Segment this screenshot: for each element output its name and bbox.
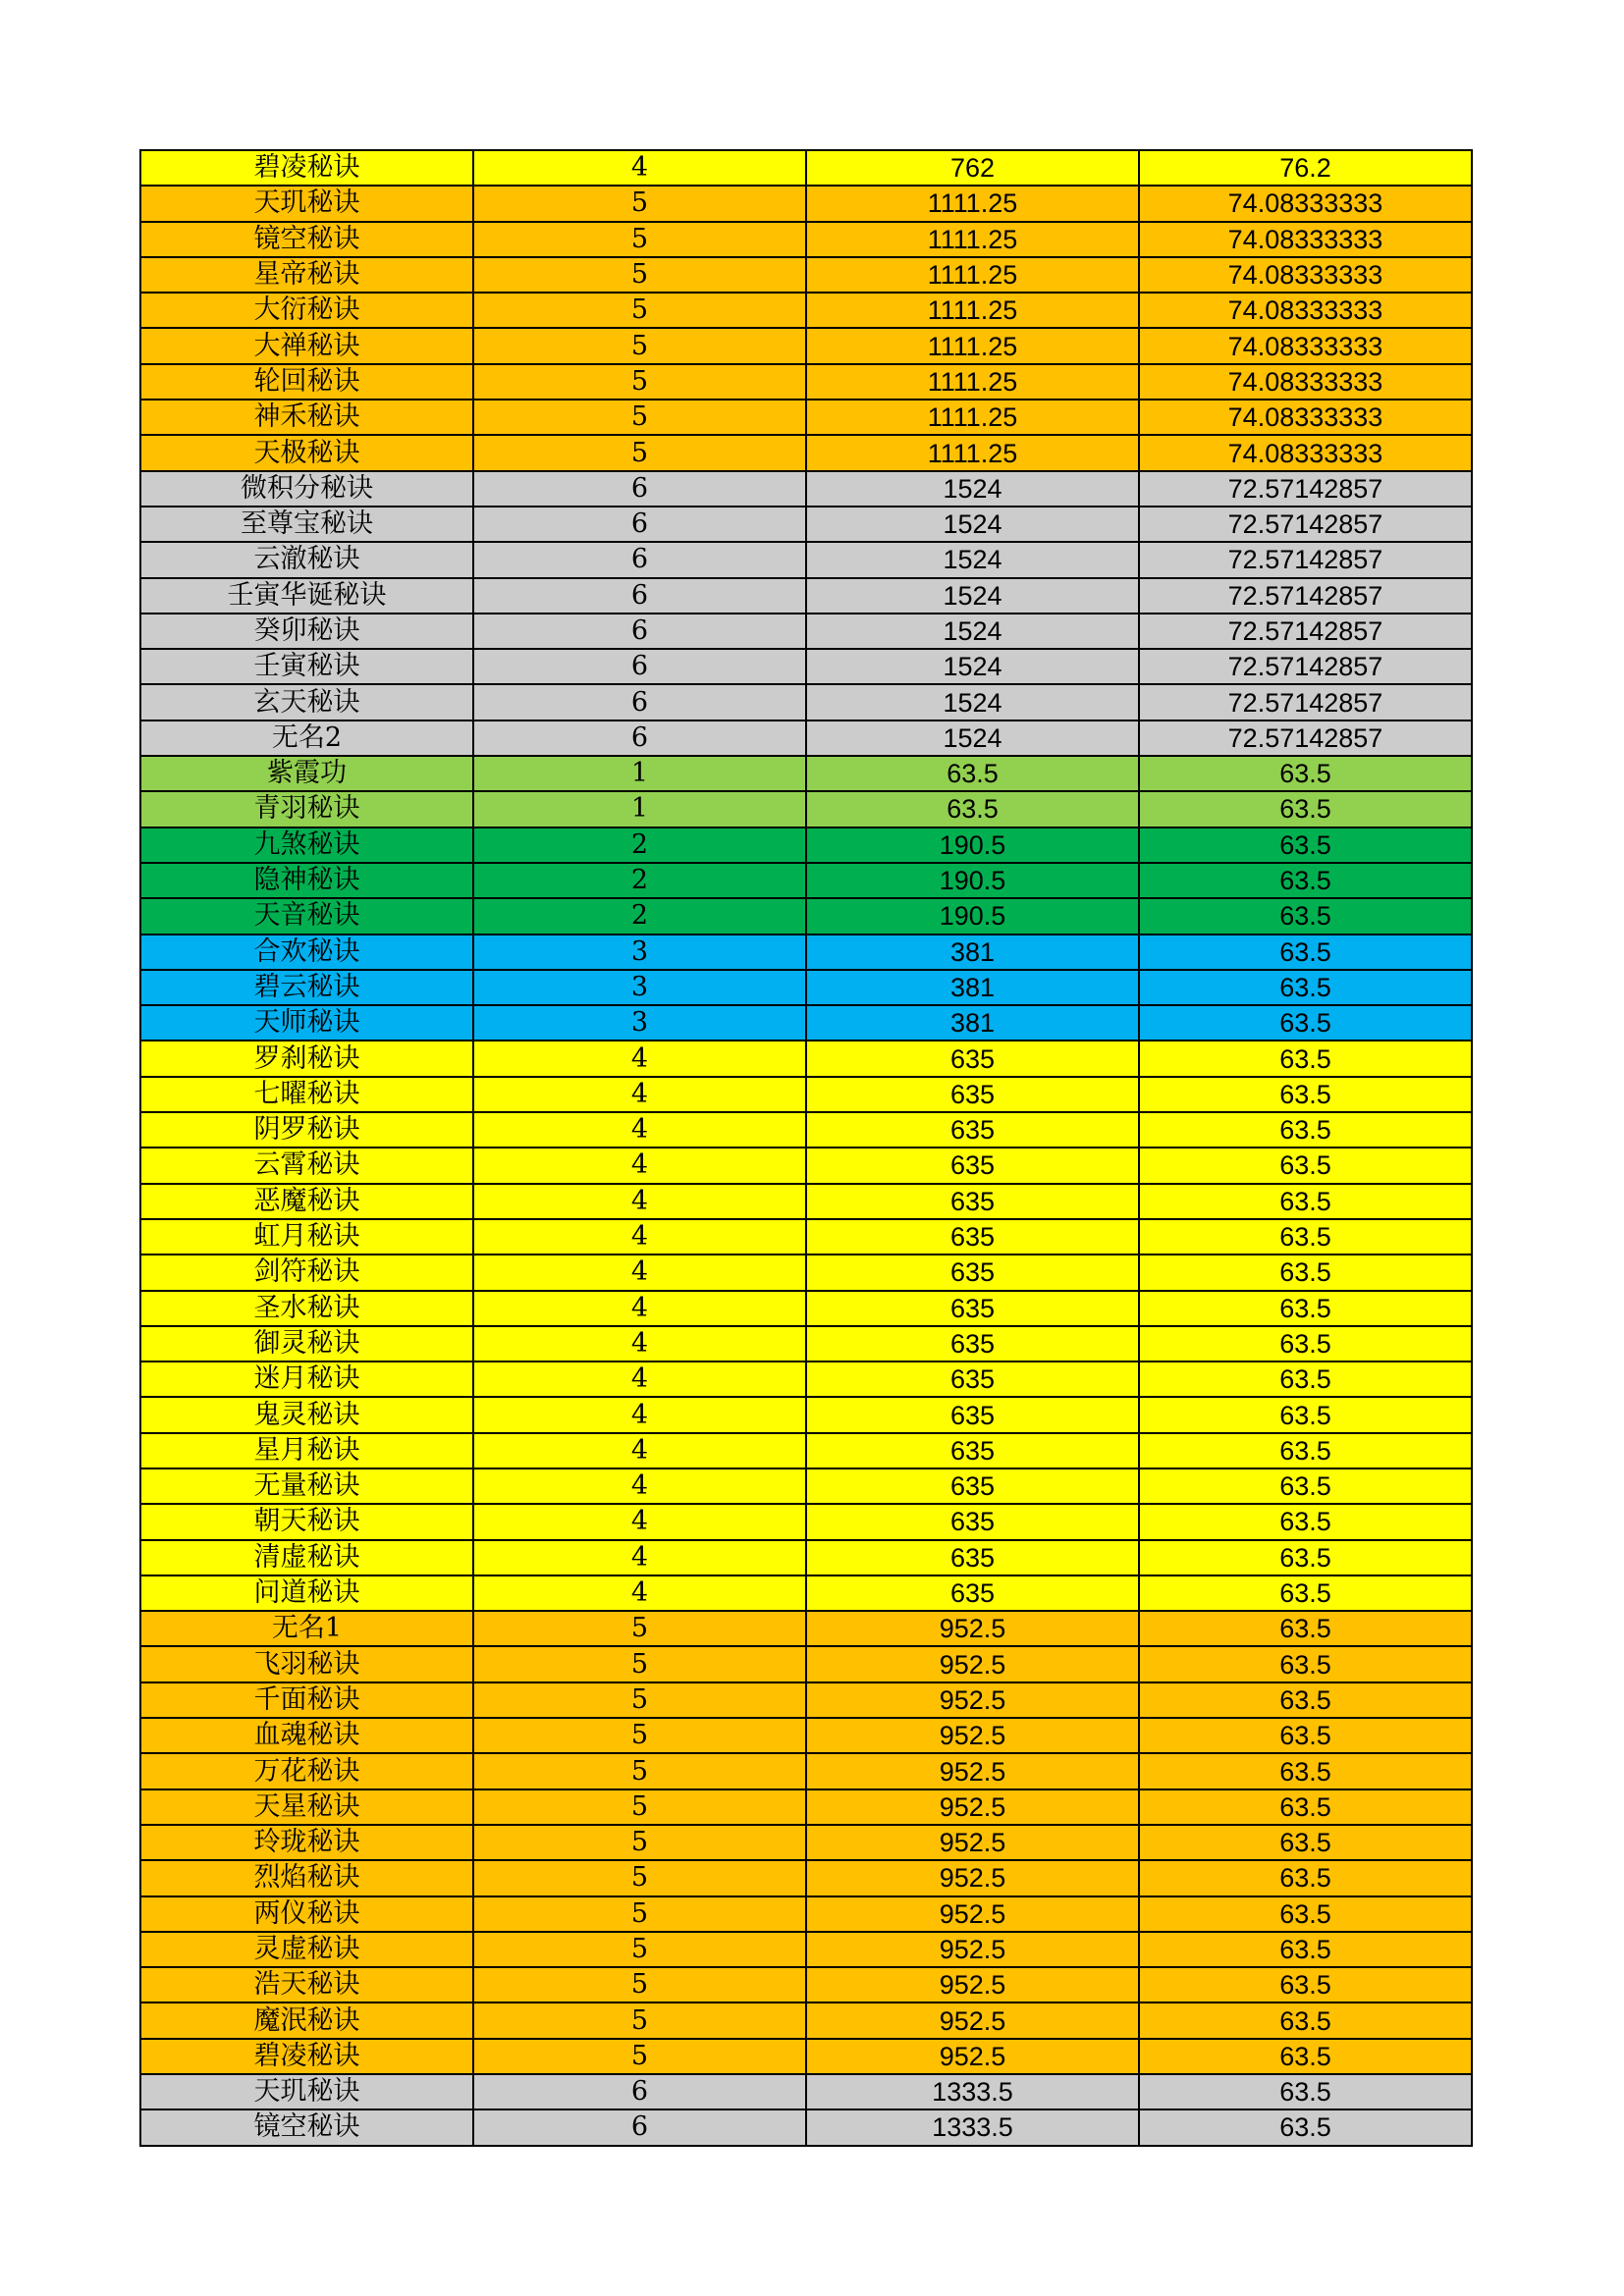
cell-level[interactable]: 3: [473, 934, 806, 970]
cell-total[interactable]: 1111.25: [806, 257, 1139, 293]
cell-name[interactable]: 阴罗秘诀: [140, 1112, 473, 1148]
cell-level[interactable]: 6: [473, 542, 806, 577]
cell-name[interactable]: 神禾秘诀: [140, 400, 473, 435]
cell-name[interactable]: 天音秘诀: [140, 898, 473, 934]
cell-average[interactable]: 63.5: [1139, 756, 1472, 791]
cell-total[interactable]: 1111.25: [806, 435, 1139, 470]
cell-name[interactable]: 七曜秘诀: [140, 1077, 473, 1112]
table-row: [140, 364, 1472, 400]
cell-total[interactable]: 952.5: [806, 1896, 1139, 1932]
cell-total[interactable]: 190.5: [806, 828, 1139, 863]
cell-name[interactable]: 圣水秘诀: [140, 1291, 473, 1326]
cell-name[interactable]: 青羽秘诀: [140, 791, 473, 827]
cell-name[interactable]: 微积分秘诀: [140, 471, 473, 507]
cell-total[interactable]: 1111.25: [806, 186, 1139, 221]
table-row: [140, 1468, 1472, 1504]
cell-average[interactable]: 63.5: [1139, 2074, 1472, 2109]
cell-level[interactable]: 5: [473, 328, 806, 363]
cell-name[interactable]: 无名1: [140, 1611, 473, 1646]
cell-level[interactable]: 5: [473, 1646, 806, 1682]
cell-name[interactable]: 清虚秘诀: [140, 1540, 473, 1575]
table-row: [140, 400, 1472, 435]
cell-name[interactable]: 大衍秘诀: [140, 293, 473, 328]
cell-name[interactable]: 无量秘诀: [140, 1468, 473, 1504]
cell-level[interactable]: 3: [473, 970, 806, 1005]
cell-total[interactable]: 635: [806, 1148, 1139, 1183]
table-row: [140, 542, 1472, 577]
table-row: [140, 1611, 1472, 1646]
cell-average[interactable]: 74.08333333: [1139, 328, 1472, 363]
cell-name[interactable]: 壬寅秘诀: [140, 649, 473, 684]
table-row: [140, 150, 1472, 186]
cell-average[interactable]: 63.5: [1139, 1041, 1472, 1076]
cell-name[interactable]: 玄天秘诀: [140, 684, 473, 720]
cell-total[interactable]: 1111.25: [806, 364, 1139, 400]
cell-name[interactable]: 天星秘诀: [140, 1789, 473, 1825]
table-row: [140, 1718, 1472, 1753]
cell-level[interactable]: 4: [473, 150, 806, 186]
cell-level[interactable]: 2: [473, 828, 806, 863]
cell-name[interactable]: 朝天秘诀: [140, 1504, 473, 1539]
cell-name[interactable]: 壬寅华诞秘诀: [140, 578, 473, 614]
cell-average[interactable]: 63.5: [1139, 828, 1472, 863]
cell-total[interactable]: 952.5: [806, 1718, 1139, 1753]
table-row: [140, 1896, 1472, 1932]
table-body: [140, 150, 1472, 2146]
cell-level[interactable]: 6: [473, 2109, 806, 2145]
cell-average[interactable]: 63.5: [1139, 1433, 1472, 1468]
table-row: [140, 1825, 1472, 1860]
cell-name[interactable]: 碧云秘诀: [140, 970, 473, 1005]
cell-name[interactable]: 灵虚秘诀: [140, 1932, 473, 1967]
cell-level[interactable]: 5: [473, 364, 806, 400]
cell-average[interactable]: 74.08333333: [1139, 435, 1472, 470]
cell-average[interactable]: 63.5: [1139, 1575, 1472, 1611]
cell-level[interactable]: 4: [473, 1468, 806, 1504]
cell-level[interactable]: 5: [473, 1718, 806, 1753]
cell-total[interactable]: 635: [806, 1041, 1139, 1076]
cell-total[interactable]: 952.5: [806, 1646, 1139, 1682]
cell-average[interactable]: 63.5: [1139, 2039, 1472, 2074]
cell-average[interactable]: 63.5: [1139, 1005, 1472, 1041]
cell-total[interactable]: 63.5: [806, 756, 1139, 791]
cell-average[interactable]: 74.08333333: [1139, 186, 1472, 221]
table-row: [140, 507, 1472, 542]
cell-name[interactable]: 虹月秘诀: [140, 1219, 473, 1255]
cell-average[interactable]: 74.08333333: [1139, 222, 1472, 257]
cell-name[interactable]: 九煞秘诀: [140, 828, 473, 863]
table-row: [140, 1433, 1472, 1468]
cell-level[interactable]: 5: [473, 1682, 806, 1718]
cell-name[interactable]: 隐神秘诀: [140, 863, 473, 898]
cell-average[interactable]: 63.5: [1139, 1540, 1472, 1575]
table-row: [140, 1932, 1472, 1967]
cell-level[interactable]: 1: [473, 756, 806, 791]
cell-average[interactable]: 63.5: [1139, 1397, 1472, 1432]
cell-average[interactable]: 63.5: [1139, 1219, 1472, 1255]
cell-average[interactable]: 63.5: [1139, 1468, 1472, 1504]
table-row: [140, 1184, 1472, 1219]
cell-average[interactable]: 63.5: [1139, 1718, 1472, 1753]
cell-level[interactable]: 5: [473, 435, 806, 470]
table-row: [140, 1397, 1472, 1432]
cell-total[interactable]: 1524: [806, 614, 1139, 649]
cell-name[interactable]: 御灵秘诀: [140, 1326, 473, 1362]
cell-level[interactable]: 4: [473, 1362, 806, 1397]
cell-average[interactable]: 63.5: [1139, 970, 1472, 1005]
table-row: [140, 2002, 1472, 2038]
cell-level[interactable]: 6: [473, 721, 806, 756]
cell-average[interactable]: 74.08333333: [1139, 364, 1472, 400]
table-row: [140, 1077, 1472, 1112]
cell-total[interactable]: 381: [806, 970, 1139, 1005]
cell-level[interactable]: 4: [473, 1041, 806, 1076]
cell-name[interactable]: 镜空秘诀: [140, 222, 473, 257]
cell-average[interactable]: 63.5: [1139, 1255, 1472, 1290]
cell-level[interactable]: 4: [473, 1112, 806, 1148]
cell-total[interactable]: 1524: [806, 542, 1139, 577]
table-row: [140, 1362, 1472, 1397]
table-row: [140, 614, 1472, 649]
cell-total[interactable]: 952.5: [806, 2039, 1139, 2074]
cell-average[interactable]: 72.57142857: [1139, 614, 1472, 649]
table-row: [140, 1219, 1472, 1255]
cell-total[interactable]: 635: [806, 1397, 1139, 1432]
table-row: [140, 791, 1472, 827]
cell-total[interactable]: 635: [806, 1362, 1139, 1397]
cell-name[interactable]: 烈焰秘诀: [140, 1860, 473, 1896]
cell-total[interactable]: 1524: [806, 578, 1139, 614]
cell-level[interactable]: 6: [473, 684, 806, 720]
cell-name[interactable]: 魔泯秘诀: [140, 2002, 473, 2038]
cell-name[interactable]: 恶魔秘诀: [140, 1184, 473, 1219]
table-row: [140, 1291, 1472, 1326]
cell-level[interactable]: 5: [473, 1932, 806, 1967]
cell-average[interactable]: 63.5: [1139, 1148, 1472, 1183]
cell-name[interactable]: 飞羽秘诀: [140, 1646, 473, 1682]
cell-name[interactable]: 万花秘诀: [140, 1753, 473, 1789]
cell-total[interactable]: 635: [806, 1540, 1139, 1575]
cell-name[interactable]: 两仪秘诀: [140, 1896, 473, 1932]
cell-average[interactable]: 63.5: [1139, 1753, 1472, 1789]
data-table: [139, 149, 1473, 2147]
cell-level[interactable]: 4: [473, 1291, 806, 1326]
cell-total[interactable]: 190.5: [806, 863, 1139, 898]
cell-total[interactable]: 952.5: [806, 1932, 1139, 1967]
table-row: [140, 1646, 1472, 1682]
cell-level[interactable]: 5: [473, 1825, 806, 1860]
cell-average[interactable]: 74.08333333: [1139, 257, 1472, 293]
cell-level[interactable]: 6: [473, 578, 806, 614]
table-row: [140, 186, 1472, 221]
cell-level[interactable]: 2: [473, 863, 806, 898]
cell-average[interactable]: 63.5: [1139, 1184, 1472, 1219]
cell-name[interactable]: 剑符秘诀: [140, 1255, 473, 1290]
cell-level[interactable]: 5: [473, 257, 806, 293]
cell-total[interactable]: 381: [806, 1005, 1139, 1041]
cell-level[interactable]: 5: [473, 1611, 806, 1646]
table-row: [140, 1326, 1472, 1362]
table-row: [140, 328, 1472, 363]
cell-name[interactable]: 轮回秘诀: [140, 364, 473, 400]
table-row: [140, 863, 1472, 898]
table-row: [140, 471, 1472, 507]
cell-average[interactable]: 63.5: [1139, 1112, 1472, 1148]
cell-level[interactable]: 5: [473, 1967, 806, 2002]
cell-average[interactable]: 74.08333333: [1139, 293, 1472, 328]
cell-level[interactable]: 6: [473, 471, 806, 507]
table-row: [140, 1005, 1472, 1041]
cell-average[interactable]: 63.5: [1139, 898, 1472, 934]
cell-total[interactable]: 1524: [806, 507, 1139, 542]
cell-total[interactable]: 635: [806, 1433, 1139, 1468]
cell-name[interactable]: 星帝秘诀: [140, 257, 473, 293]
table-row: [140, 756, 1472, 791]
cell-name[interactable]: 大禅秘诀: [140, 328, 473, 363]
cell-total[interactable]: 635: [806, 1219, 1139, 1255]
cell-level[interactable]: 4: [473, 1433, 806, 1468]
table-row: [140, 222, 1472, 257]
cell-average[interactable]: 63.5: [1139, 2002, 1472, 2038]
table-row: [140, 649, 1472, 684]
cell-average[interactable]: 72.57142857: [1139, 721, 1472, 756]
cell-total[interactable]: 952.5: [806, 2002, 1139, 2038]
cell-average[interactable]: 63.5: [1139, 1825, 1472, 1860]
cell-level[interactable]: 5: [473, 1753, 806, 1789]
cell-total[interactable]: 762: [806, 150, 1139, 186]
cell-name[interactable]: 迷月秘诀: [140, 1362, 473, 1397]
cell-name[interactable]: 天玑秘诀: [140, 186, 473, 221]
cell-total[interactable]: 1333.5: [806, 2074, 1139, 2109]
cell-total[interactable]: 952.5: [806, 1682, 1139, 1718]
cell-name[interactable]: 云澈秘诀: [140, 542, 473, 577]
cell-average[interactable]: 63.5: [1139, 1077, 1472, 1112]
cell-level[interactable]: 5: [473, 2039, 806, 2074]
table-row: [140, 2109, 1472, 2145]
table-row: [140, 721, 1472, 756]
cell-level[interactable]: 6: [473, 614, 806, 649]
cell-total[interactable]: 952.5: [806, 1825, 1139, 1860]
cell-average[interactable]: 63.5: [1139, 2109, 1472, 2145]
cell-level[interactable]: 5: [473, 1860, 806, 1896]
cell-name[interactable]: 至尊宝秘诀: [140, 507, 473, 542]
cell-level[interactable]: 4: [473, 1504, 806, 1539]
cell-level[interactable]: 4: [473, 1184, 806, 1219]
cell-total[interactable]: 635: [806, 1575, 1139, 1611]
table-row: [140, 898, 1472, 934]
table-row: [140, 1504, 1472, 1539]
table-row: [140, 435, 1472, 470]
cell-total[interactable]: 381: [806, 934, 1139, 970]
cell-level[interactable]: 6: [473, 507, 806, 542]
cell-total[interactable]: 190.5: [806, 898, 1139, 934]
cell-name[interactable]: 天师秘诀: [140, 1005, 473, 1041]
cell-average[interactable]: 72.57142857: [1139, 649, 1472, 684]
cell-name[interactable]: 天极秘诀: [140, 435, 473, 470]
cell-level[interactable]: 4: [473, 1397, 806, 1432]
cell-total[interactable]: 952.5: [806, 1860, 1139, 1896]
cell-average[interactable]: 63.5: [1139, 1932, 1472, 1967]
cell-name[interactable]: 玲珑秘诀: [140, 1825, 473, 1860]
table-row: [140, 1575, 1472, 1611]
cell-name[interactable]: 无名2: [140, 721, 473, 756]
cell-average[interactable]: 72.57142857: [1139, 578, 1472, 614]
cell-name[interactable]: 浩天秘诀: [140, 1967, 473, 2002]
cell-level[interactable]: 6: [473, 649, 806, 684]
cell-total[interactable]: 635: [806, 1468, 1139, 1504]
cell-name[interactable]: 镜空秘诀: [140, 2109, 473, 2145]
cell-level[interactable]: 5: [473, 222, 806, 257]
cell-level[interactable]: 5: [473, 1896, 806, 1932]
cell-average[interactable]: 63.5: [1139, 1362, 1472, 1397]
cell-level[interactable]: 4: [473, 1575, 806, 1611]
cell-average[interactable]: 72.57142857: [1139, 542, 1472, 577]
cell-total[interactable]: 1111.25: [806, 222, 1139, 257]
cell-name[interactable]: 星月秘诀: [140, 1433, 473, 1468]
cell-total[interactable]: 635: [806, 1504, 1139, 1539]
cell-level[interactable]: 3: [473, 1005, 806, 1041]
cell-total[interactable]: 635: [806, 1255, 1139, 1290]
cell-level[interactable]: 5: [473, 186, 806, 221]
cell-name[interactable]: 癸卯秘诀: [140, 614, 473, 649]
table-row: [140, 1967, 1472, 2002]
table-row: [140, 828, 1472, 863]
cell-name[interactable]: 鬼灵秘诀: [140, 1397, 473, 1432]
cell-total[interactable]: 635: [806, 1326, 1139, 1362]
cell-average[interactable]: 63.5: [1139, 1326, 1472, 1362]
cell-total[interactable]: 952.5: [806, 1753, 1139, 1789]
cell-level[interactable]: 5: [473, 1789, 806, 1825]
cell-total[interactable]: 63.5: [806, 791, 1139, 827]
table-row: [140, 1148, 1472, 1183]
table-row: [140, 257, 1472, 293]
table-row: [140, 934, 1472, 970]
table-row: [140, 1860, 1472, 1896]
cell-average[interactable]: 63.5: [1139, 1789, 1472, 1825]
cell-name[interactable]: 紫霞功: [140, 756, 473, 791]
table-row: [140, 1112, 1472, 1148]
cell-average[interactable]: 63.5: [1139, 1860, 1472, 1896]
cell-average[interactable]: 63.5: [1139, 1611, 1472, 1646]
cell-average[interactable]: 63.5: [1139, 791, 1472, 827]
cell-name[interactable]: 罗刹秘诀: [140, 1041, 473, 1076]
cell-level[interactable]: 4: [473, 1255, 806, 1290]
table-row: [140, 2039, 1472, 2074]
cell-level[interactable]: 4: [473, 1148, 806, 1183]
table-row: [140, 1041, 1472, 1076]
table-row: [140, 970, 1472, 1005]
cell-average[interactable]: 72.57142857: [1139, 471, 1472, 507]
cell-name[interactable]: 碧凌秘诀: [140, 150, 473, 186]
cell-level[interactable]: 2: [473, 898, 806, 934]
cell-level[interactable]: 6: [473, 2074, 806, 2109]
cell-total[interactable]: 635: [806, 1077, 1139, 1112]
cell-average[interactable]: 63.5: [1139, 934, 1472, 970]
cell-name[interactable]: 碧凌秘诀: [140, 2039, 473, 2074]
cell-level[interactable]: 1: [473, 791, 806, 827]
table-row: [140, 1682, 1472, 1718]
cell-level[interactable]: 5: [473, 2002, 806, 2038]
cell-average[interactable]: 63.5: [1139, 1967, 1472, 2002]
cell-average[interactable]: 72.57142857: [1139, 507, 1472, 542]
table-row: [140, 2074, 1472, 2109]
cell-name[interactable]: 合欢秘诀: [140, 934, 473, 970]
cell-total[interactable]: 952.5: [806, 1967, 1139, 2002]
cell-total[interactable]: 1524: [806, 721, 1139, 756]
table-row: [140, 578, 1472, 614]
cell-average[interactable]: 76.2: [1139, 150, 1472, 186]
cell-total[interactable]: 1111.25: [806, 328, 1139, 363]
table-row: [140, 293, 1472, 328]
cell-total[interactable]: 952.5: [806, 1789, 1139, 1825]
cell-average[interactable]: 63.5: [1139, 863, 1472, 898]
cell-average[interactable]: 63.5: [1139, 1896, 1472, 1932]
cell-level[interactable]: 5: [473, 400, 806, 435]
cell-name[interactable]: 云霄秘诀: [140, 1148, 473, 1183]
table-row: [140, 1753, 1472, 1789]
cell-average[interactable]: 72.57142857: [1139, 684, 1472, 720]
cell-average[interactable]: 63.5: [1139, 1682, 1472, 1718]
cell-total[interactable]: 1524: [806, 649, 1139, 684]
cell-total[interactable]: 635: [806, 1184, 1139, 1219]
cell-total[interactable]: 635: [806, 1112, 1139, 1148]
cell-total[interactable]: 635: [806, 1291, 1139, 1326]
table-row: [140, 1789, 1472, 1825]
cell-total[interactable]: 1524: [806, 471, 1139, 507]
cell-level[interactable]: 4: [473, 1326, 806, 1362]
cell-total[interactable]: 1111.25: [806, 293, 1139, 328]
cell-level[interactable]: 4: [473, 1219, 806, 1255]
cell-total[interactable]: 952.5: [806, 1611, 1139, 1646]
cell-total[interactable]: 1333.5: [806, 2109, 1139, 2145]
cell-average[interactable]: 74.08333333: [1139, 400, 1472, 435]
table-row: [140, 684, 1472, 720]
cell-level[interactable]: 4: [473, 1077, 806, 1112]
cell-average[interactable]: 63.5: [1139, 1646, 1472, 1682]
cell-name[interactable]: 千面秘诀: [140, 1682, 473, 1718]
cell-name[interactable]: 问道秘诀: [140, 1575, 473, 1611]
cell-level[interactable]: 4: [473, 1540, 806, 1575]
table-row: [140, 1255, 1472, 1290]
cell-average[interactable]: 63.5: [1139, 1291, 1472, 1326]
cell-total[interactable]: 1524: [806, 684, 1139, 720]
cell-name[interactable]: 血魂秘诀: [140, 1718, 473, 1753]
table-row: [140, 1540, 1472, 1575]
cell-name[interactable]: 天玑秘诀: [140, 2074, 473, 2109]
cell-level[interactable]: 5: [473, 293, 806, 328]
cell-total[interactable]: 1111.25: [806, 400, 1139, 435]
cell-average[interactable]: 63.5: [1139, 1504, 1472, 1539]
